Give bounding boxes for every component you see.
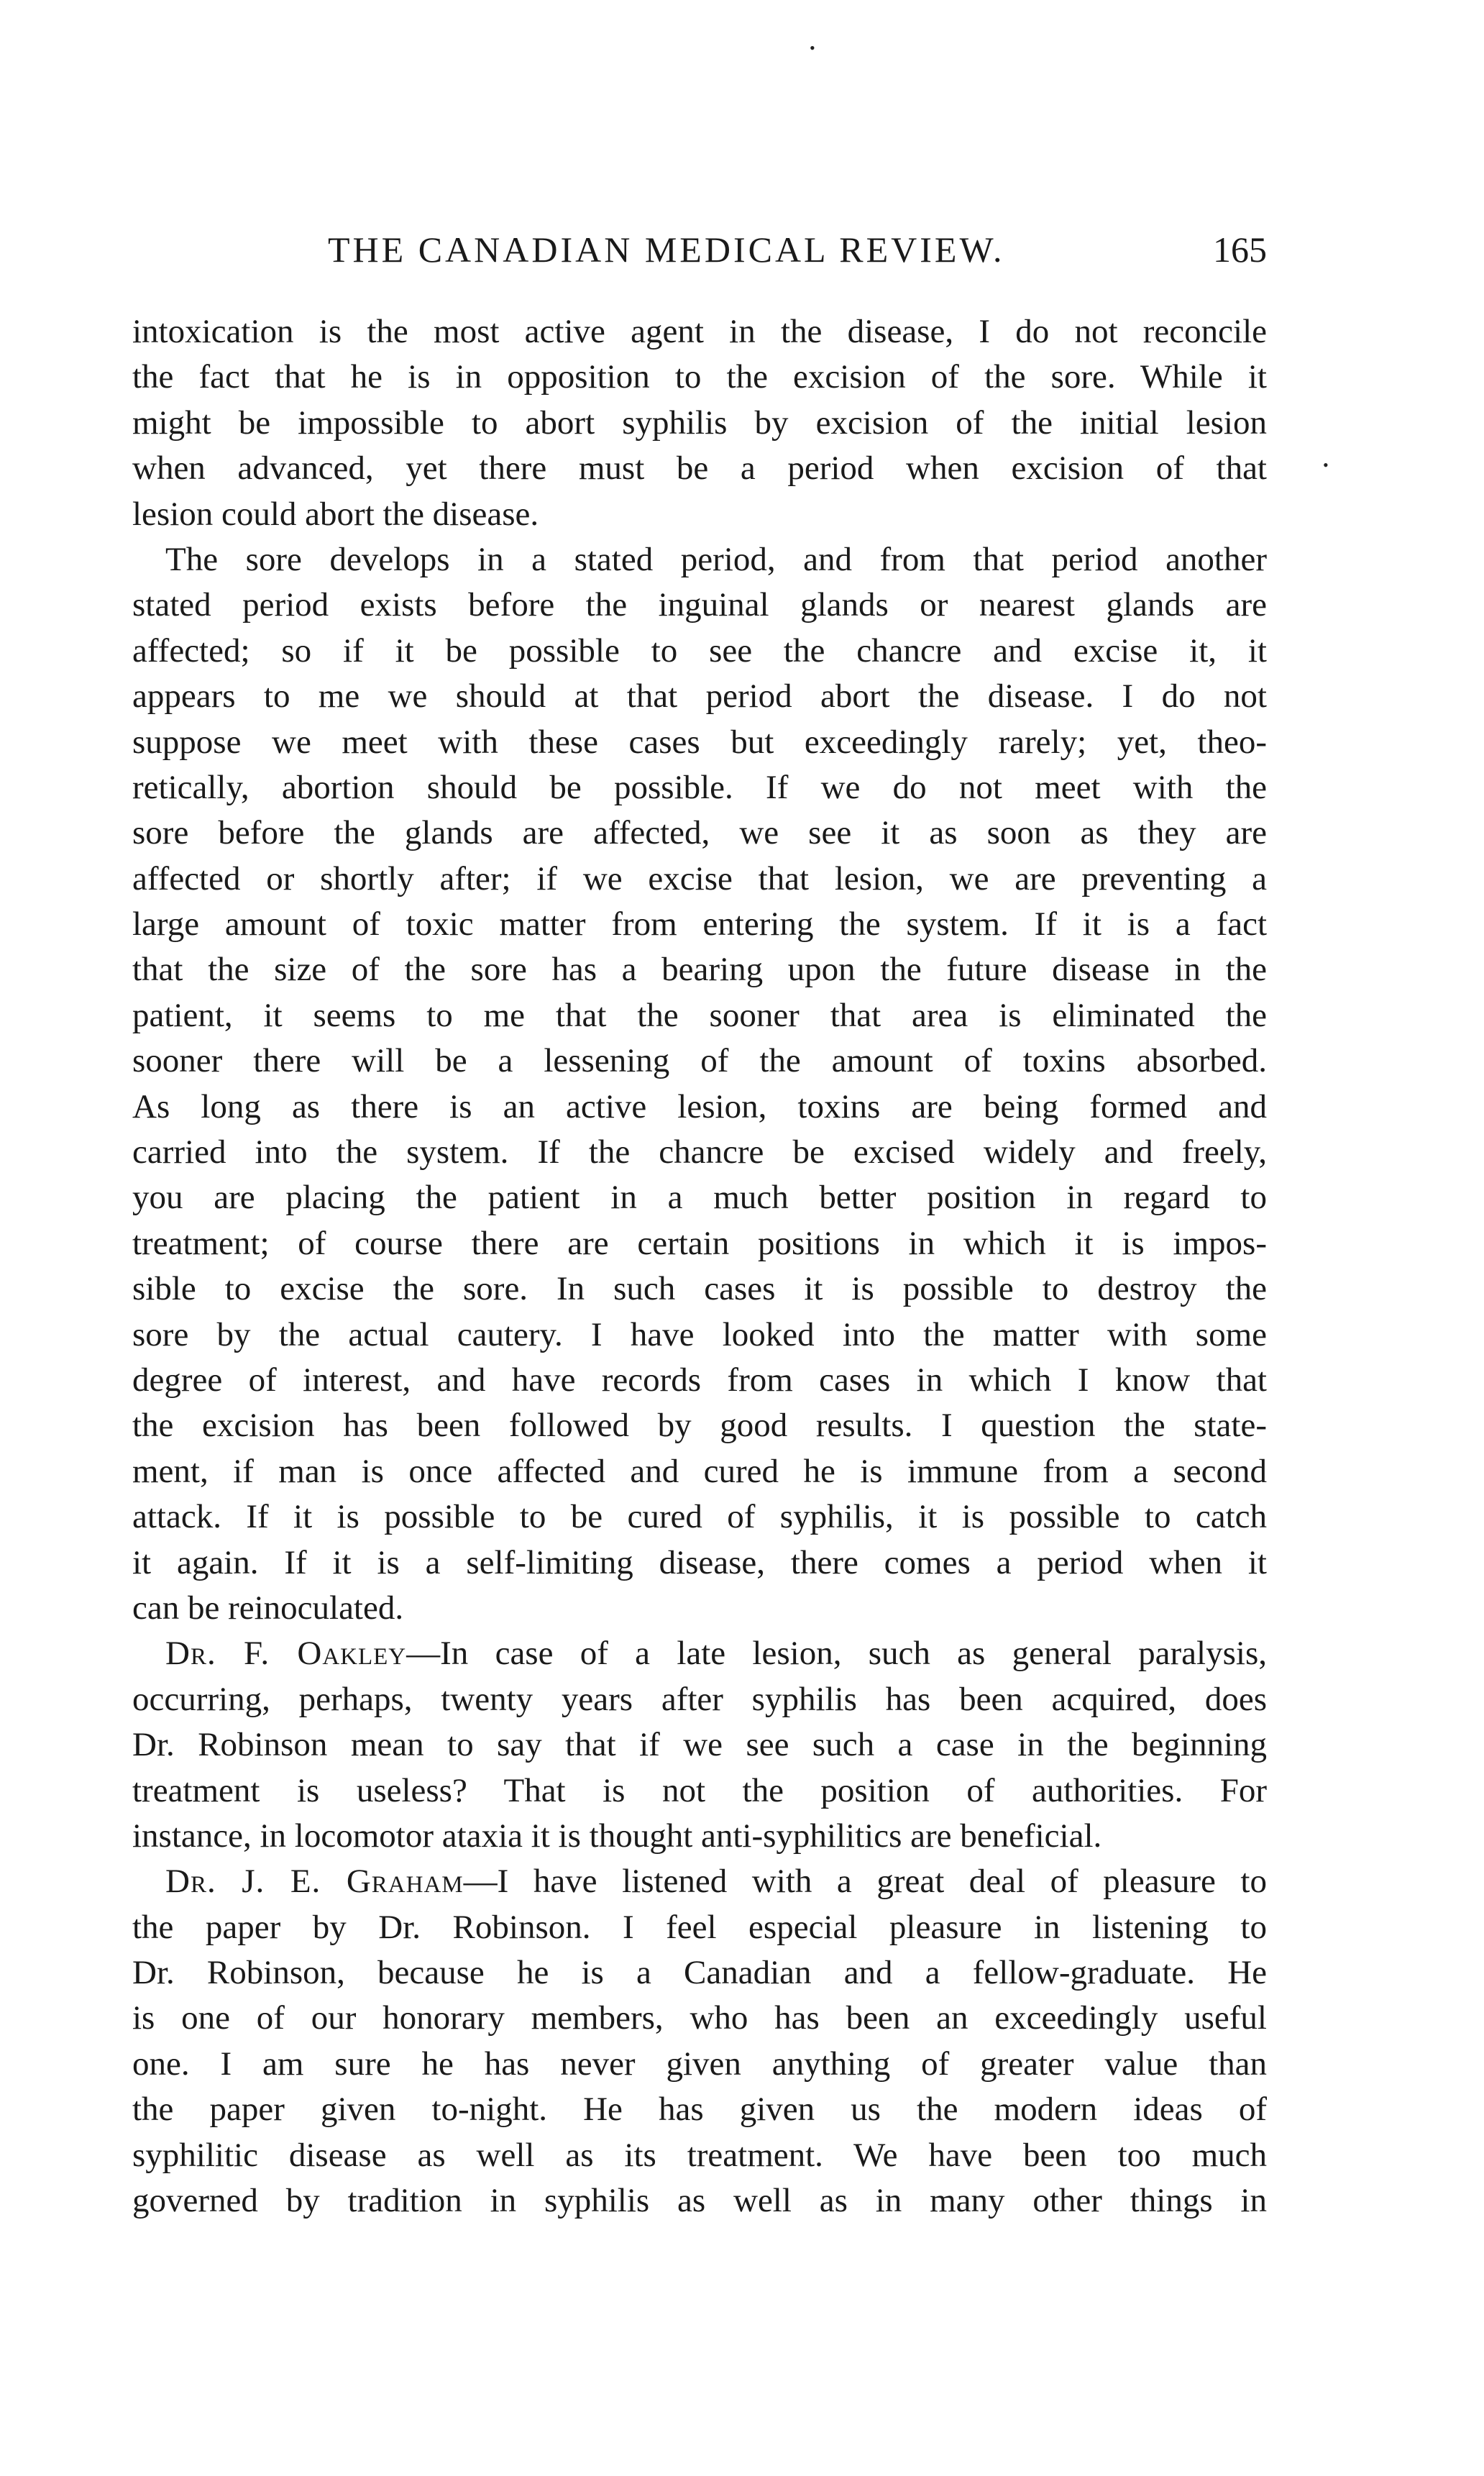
text-line: sooner there will be a lessening of the amount of toxins absorbed. [132,1042,1267,1080]
text-line: As long as there is an active lesion, toxins are being formed and [132,1087,1267,1125]
text-line: you are placing the patient in a much better position in regard to [132,1179,1267,1217]
text-line: stated period exists before the inguinal glands or nearest glands are [132,586,1267,624]
text-line: The sore develops in a stated period, and from that period another [165,540,1267,578]
text-line: lesion could abort the disease. [132,495,539,533]
journal-title: THE CANADIAN MEDICAL REVIEW. [328,229,1005,270]
text-line: affected; so if it be possible to see the chancre and excise it, it [132,631,1267,670]
text-line: when advanced, yet there must be a period when excision of that [132,449,1267,488]
paragraph-oakley [132,1631,1267,1859]
text-line: the excision has been followed by good results. I question the state- [132,1407,1267,1445]
text-line: Dr. Robinson, because he is a Canadian and a fellow-graduate. He [132,1954,1267,1992]
text-line: instance, in locomotor ataxia it is thought anti-syphilitics are beneficial. [132,1817,1102,1855]
text-line: attack. If it is possible to be cured of syphilis, it is possible to catch [132,1498,1267,1536]
text-line: might be impossible to abort syphilis by excision of the initial lesion [132,403,1267,442]
text-line: patient, it seems to me that the sooner that area is eliminated the [132,996,1267,1034]
text-line: syphilitic disease as well as its treatment. We have been too much [132,2136,1267,2174]
text-line: degree of interest, and have records from cases in which I know that [132,1361,1267,1399]
text-line: one. I am sure he has never given anything of greater value than [132,2045,1267,2083]
text-line [132,1631,1267,1676]
running-head [132,229,1267,279]
text-line: suppose we meet with these cases but exceedingly rarely; yet, theo- [132,723,1267,761]
text-line: sore before the glands are affected, we see it as soon as they are [132,814,1267,852]
text-line: appears to me we should at that period abort the disease. I do not [132,677,1267,716]
text-line: occurring, perhaps, twenty years after syphilis has been acquired, does [132,1680,1267,1718]
text-line: intoxication is the most active agent in the disease, I do not reconcile [132,313,1267,350]
paragraph-continuation [132,309,1267,537]
text-line: can be reinoculated. [132,1589,404,1627]
speaker-name: Dr. F. Oakley [165,1635,407,1673]
speaker-text: —In case of a late lesion, such as general paralysis, [406,1635,1267,1673]
text-line: it again. If it is a self-limiting disease, there comes a period when it [132,1543,1267,1581]
text-line: ment, if man is once affected and cured he is immune from a second [132,1452,1267,1490]
paragraph-sore-excision [132,537,1267,1631]
text-line: retically, abortion should be possible. If we do not meet with the [132,768,1267,806]
margin-mark: • [1323,456,1329,474]
page-number: 165 [1213,229,1267,270]
text-line: affected or shortly after; if we excise that lesion, we are preventing a [132,859,1267,897]
text-line: treatment; of course there are certain positions in which it is impos- [132,1224,1267,1262]
text-line: sible to excise the sore. In such cases it is possible to destroy the [132,1270,1267,1308]
text-line: carried into the system. If the chancre be excised widely and freely, [132,1133,1267,1171]
text-line: is one of our honorary members, who has been an exceedingly useful [132,1999,1267,2037]
text-line: treatment is useless? That is not the position of authorities. For [132,1771,1267,1809]
text-line: large amount of toxic matter from entering the system. If it is a fact [132,905,1267,944]
text-line: that the size of the sore has a bearing upon the future disease in the [132,951,1267,989]
text-line [132,1859,1267,1904]
text-line: the fact that he is in opposition to the excision of the sore. While it [132,358,1267,396]
text-line: the paper given to-night. He has given us the modern ideas of [132,2091,1267,2129]
body-text [132,309,1267,2224]
text-line: the paper by Dr. Robinson. I feel especial pleasure in listening to [132,1908,1267,1946]
text-line: Dr. Robinson mean to say that if we see such a case in the beginning [132,1726,1267,1764]
paragraph-graham [132,1859,1267,2224]
text-line: sore by the actual cautery. I have looked into the matter with some [132,1315,1267,1353]
text-line: governed by tradition in syphilis as well as in many other things in [132,2182,1267,2220]
speaker-name: Dr. J. E. Graham [165,1863,464,1901]
ink-speck: • [810,39,815,57]
speaker-text: —I have listened with a great deal of pleasure to [463,1863,1267,1901]
